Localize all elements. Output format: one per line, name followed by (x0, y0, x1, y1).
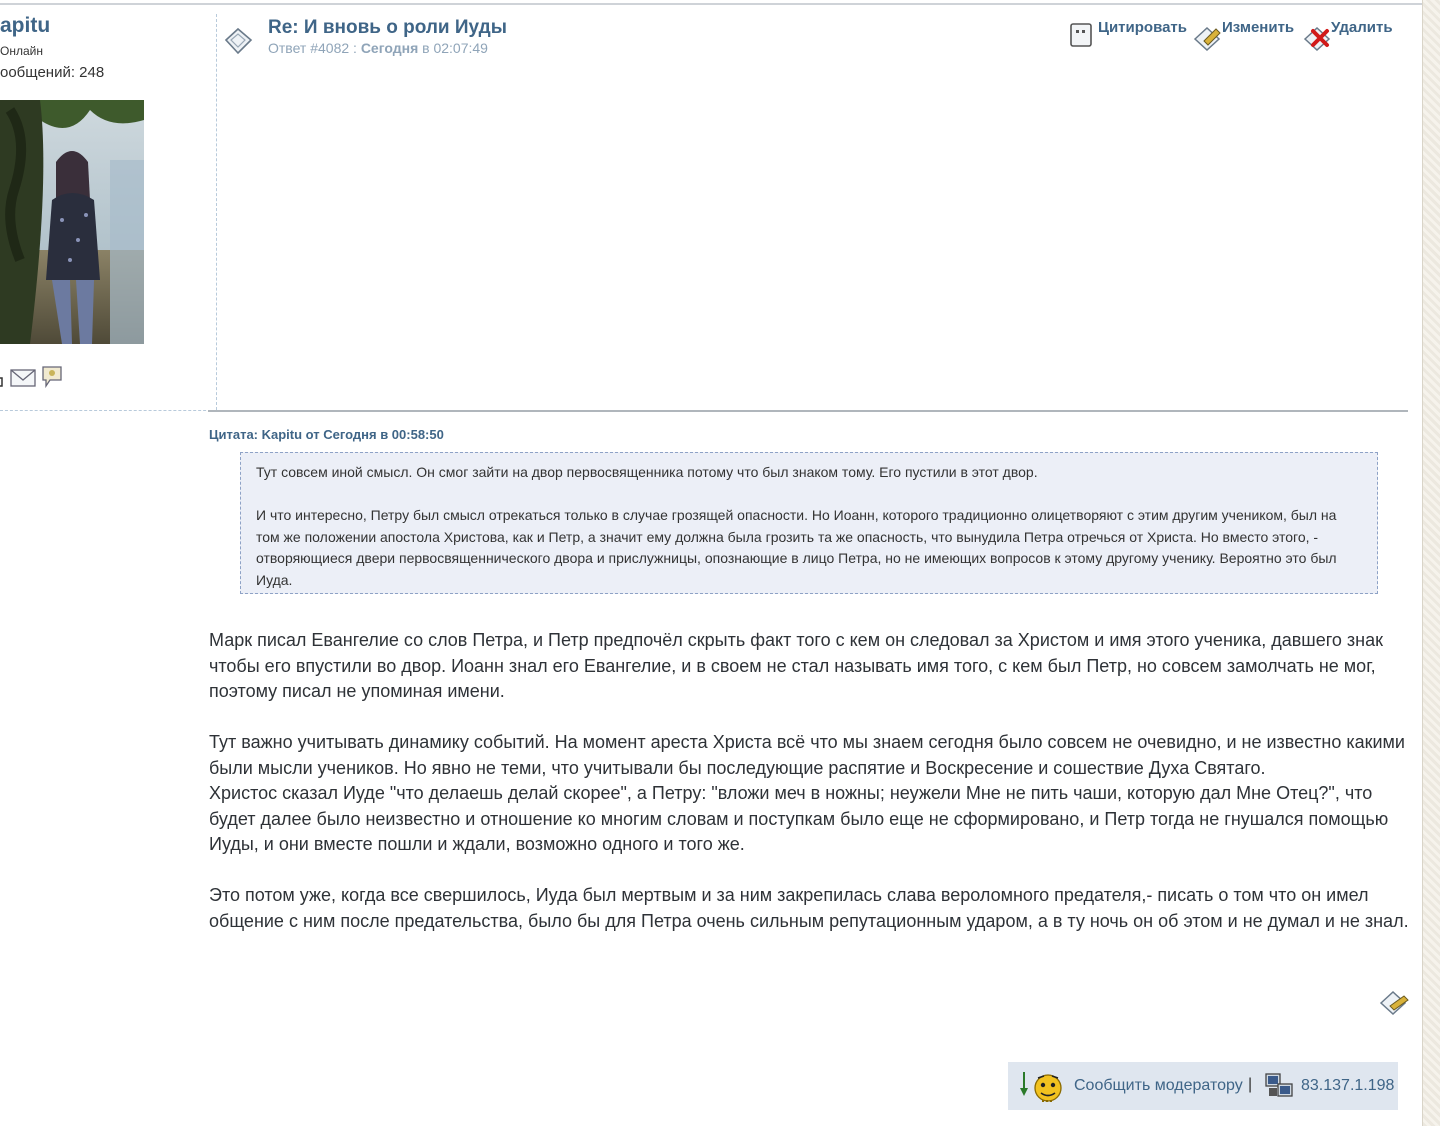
post-xx-icon (222, 26, 254, 56)
reply-number: Ответ #4082 : (268, 40, 361, 56)
poster-divider (0, 410, 216, 411)
quote-label: Цитировать (1098, 19, 1188, 36)
quote-paragraph: И что интересно, Петру был смысл отрекаться только в случае грозящей опасности. Но Иоанн, которого традиционно олицетворяют с этим другим учеником, был на том же положении апостола Христова, как и Петр, а значит ему должна была грозить та же опасность, что вынудила Петра отречься от Христа. Но вместо этого, - отворяющиеся двери первосвященнического двора и прислужницы, опознающие в лицо Петра, но не имеющих вопросов к этому другому ученику. Вероятно это был Иуда. (256, 507, 1337, 588)
delete-button[interactable] (1302, 17, 1406, 51)
delete-label: Удалить (1331, 19, 1393, 36)
reply-day: Сегодня (360, 40, 419, 56)
avatar (0, 100, 144, 344)
profile-icon[interactable] (0, 370, 6, 388)
poster-username[interactable]: apitu (0, 14, 51, 37)
footer-separator: | (1248, 1076, 1253, 1093)
post-separator (208, 410, 1408, 412)
poster-post-count: ообщений: 248 (0, 64, 105, 81)
ip-address[interactable]: 83.137.1.198 (1301, 1077, 1395, 1094)
post-title[interactable]: Re: И вновь о роли Иуды (268, 17, 507, 38)
post-body (209, 628, 1414, 934)
quote-box (240, 452, 1378, 594)
edit-icon (1192, 19, 1220, 49)
page-background-edge (1422, 0, 1440, 1126)
body-paragraph: Это потом уже, когда все свершилось, Иуда был мертвым и за ним закрепилась слава вероломного предателя,- писать о том что он имел общение с ним после предательства, было бы для Петра очень сильным репутационным ударом, а в ту ночь он об этом и не думал и не знал. (209, 885, 1409, 931)
poster-info (0, 0, 216, 410)
quote-header[interactable]: Цитата: Kapitu от Сегодня в 00:58:50 (209, 427, 444, 442)
body-paragraph: Марк писал Евангелие со слов Петра, и Петр предпочёл скрыть факт того с кем он следовал за Христом и имя этого ученика, давшего знак чтобы его впустили во двор. Иоанн знал его Евангелие, и в своем не стал называть имя того, с кем был Петр, но совсем замолчать не мог, поэтому писал не упоминая имени. (209, 630, 1384, 701)
online-status-label: Онлайн (0, 44, 43, 58)
report-to-moderator-link[interactable]: Сообщить модератору (1074, 1077, 1243, 1094)
poster-icon-row (0, 364, 80, 390)
email-icon[interactable] (10, 368, 36, 388)
ip-network-icon (1264, 1071, 1296, 1101)
post-actions (1068, 17, 1408, 51)
last-edit-icon (1378, 988, 1410, 1018)
column-divider (216, 14, 217, 410)
reply-time: в 02:07:49 (418, 40, 488, 56)
report-bar (1008, 1062, 1398, 1110)
edit-label: Изменить (1222, 19, 1295, 36)
body-paragraph: Тут важно учитывать динамику событий. На момент ареста Христа всё что мы знаем сегодня было совсем не очевидно, и не известно какими были мысли учеников. Но явно не теми, что учитывали бы последующие распятие и Воскресение и сошествие Духа Святаго. (209, 732, 1405, 778)
poster-online-status (0, 44, 43, 58)
quote-icon (1068, 21, 1096, 51)
personal-message-icon[interactable] (40, 364, 64, 390)
delete-icon (1302, 19, 1330, 49)
body-paragraph: Христос сказал Иуде "что делаешь делай скорее", а Петру: "вложи меч в ножны; неужели Мне не пить чаши, которую дал Мне Отец?", что будет далее было неизвестно и отношение ко многим словам и поступкам было еще не сформировано, и Петр тогда не гнушался помощью Иуды, и они вместе пошли и ждали, возможно одного и того же. (209, 783, 1389, 854)
edit-button[interactable] (1192, 17, 1302, 51)
quote-paragraph: Тут совсем иной смысл. Он смог зайти на двор первосвященника потому что был знаком тому. Его пустили в этот двор. (256, 464, 1038, 480)
post-meta (268, 40, 488, 56)
report-smiley-icon (1018, 1068, 1074, 1104)
quote-button[interactable] (1068, 17, 1190, 51)
